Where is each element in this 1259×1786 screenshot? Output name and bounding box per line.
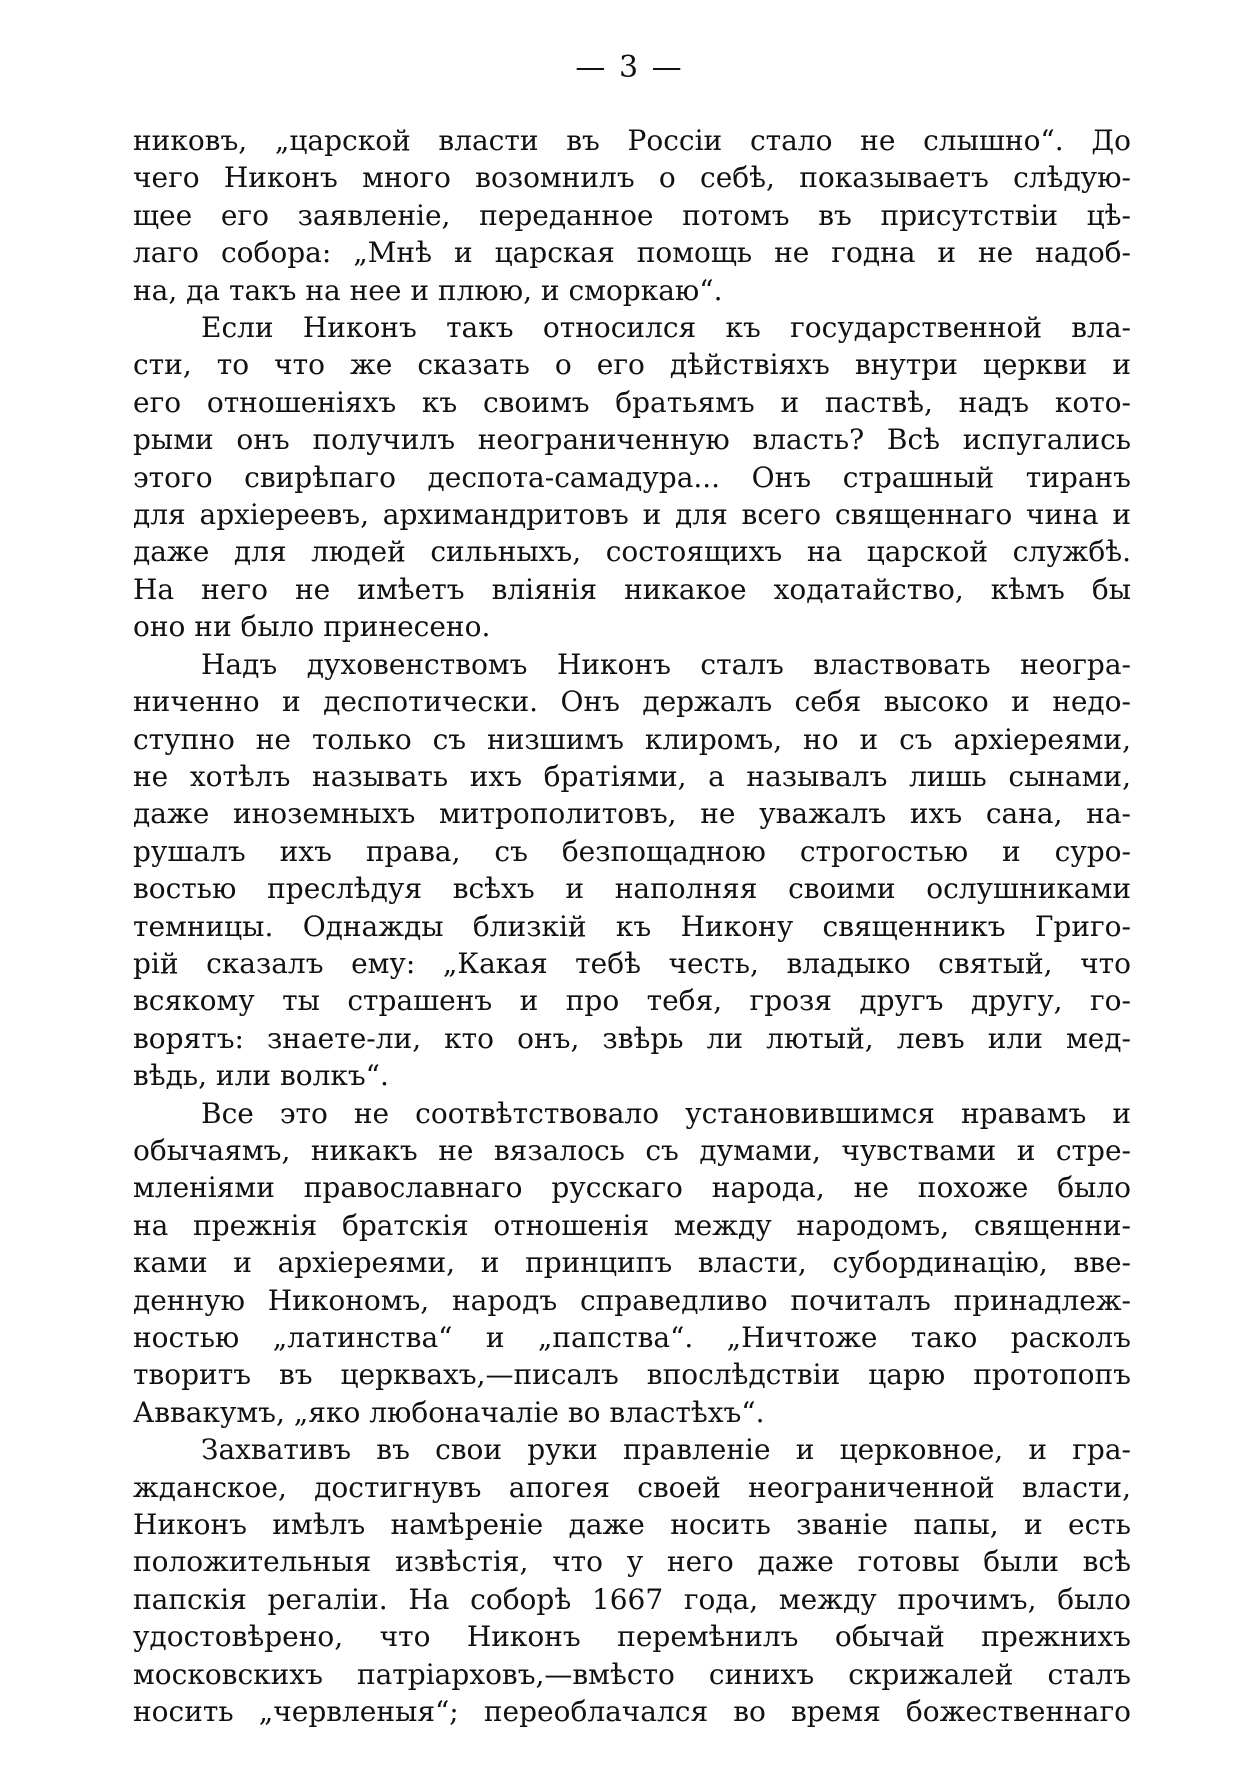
paragraph-1 (133, 122, 1131, 309)
text-line: даже иноземныхъ митрополитовъ, не уважалъ ихъ сана, на- (133, 797, 1131, 831)
text-line: его отношеніяхъ къ своимъ братьямъ и паствѣ, надъ кото- (133, 385, 1131, 419)
text-line: всякому ты страшенъ и про тебя, грозя другъ другу, го- (133, 984, 1131, 1018)
text-line: оно ни было принесено. (133, 610, 491, 644)
text-line: рій сказалъ ему: „Какая тебѣ честь, владыко святый, что (133, 946, 1131, 980)
paragraph-4 (133, 1095, 1131, 1432)
text-line: щее его заявленіе, переданное потомъ въ присутствіи цѣ- (133, 198, 1131, 232)
text-line: рушалъ ихъ права, съ безпощадною строгостью и суро- (133, 834, 1131, 868)
text-line: для архіереевъ, архимандритовъ и для всего священнаго чина и (133, 498, 1131, 532)
text-line: сти, то что же сказать о его дѣйствіяхъ внутри церкви и (133, 348, 1131, 382)
text-line: никовъ, „царской власти въ Россіи стало не слышно“. До (133, 124, 1131, 157)
text-line: творитъ въ церквахъ,—писалъ впослѣдствіи царю протопопъ (133, 1358, 1131, 1392)
text-line: Никонъ имѣлъ намѣреніе даже носить званіе папы, и есть (133, 1508, 1131, 1542)
text-line: вѣдь, или волкъ“. (133, 1059, 389, 1093)
text-line: мленіями православнаго русскаго народа, не похоже было (133, 1171, 1131, 1205)
text-line: темницы. Однажды близкій къ Никону священникъ Григо- (133, 909, 1131, 943)
text-line: носить „червленыя“; переоблачался во время божественнаго (133, 1695, 1131, 1729)
text-line: Захвативъ въ свои руки правленіе и церковное, и гра- (201, 1433, 1131, 1467)
text-line: рыми онъ получилъ неограниченную власть? Всѣ испугались (133, 423, 1131, 457)
text-line: обычаямъ, никакъ не вязалось съ думами, чувствами и стре- (133, 1133, 1131, 1167)
text-line: Все это не соотвѣтствовало установившимся нравамъ и (201, 1096, 1131, 1130)
text-line: удостовѣрено, что Никонъ перемѣнилъ обычай прежнихъ (133, 1620, 1131, 1654)
text-line: ностью „латинства“ и „папства“. „Ничтоже тако расколъ (133, 1321, 1131, 1354)
body-text (133, 122, 1131, 1730)
text-line: ступно не только съ низшимъ клиромъ, но и съ архіереями, (133, 722, 1131, 756)
text-line: на, да такъ на нее и плюю, и сморкаю“. (133, 273, 723, 307)
page-number: — 3 — (575, 50, 684, 85)
text-line: ками и архіереями, и принципъ власти, субординацію, вве- (133, 1246, 1131, 1280)
text-line: московскихъ патріарховъ,—вмѣсто синихъ скрижалей сталъ (133, 1657, 1131, 1691)
text-line: чего Никонъ много возомнилъ о себѣ, показываетъ слѣдую- (133, 161, 1131, 195)
text-line: жданское, достигнувъ апогея своей неограниченной власти, (133, 1470, 1131, 1504)
paragraph-5 (133, 1431, 1131, 1730)
text-line: На него не имѣетъ вліянія никакое ходатайство, кѣмъ бы (133, 572, 1131, 606)
text-line: денную Никономъ, народъ справедливо почиталъ принадлеж- (133, 1283, 1131, 1317)
text-line: не хотѣлъ называть ихъ братіями, а называлъ лишь сынами, (133, 759, 1131, 793)
paragraph-3 (133, 646, 1131, 1095)
text-line: ворятъ: знаете-ли, кто онъ, звѣрь ли лютый, левъ или мед- (133, 1021, 1131, 1055)
text-line: даже для людей сильныхъ, состоящихъ на царской службѣ. (133, 535, 1131, 569)
text-line: Надъ духовенствомъ Никонъ сталъ властвовать неогра- (201, 647, 1131, 681)
text-line: положительныя извѣстія, что у него даже готовы были всѣ (133, 1545, 1131, 1579)
text-line: Аввакумъ, „яко любоначаліе во властѣхъ“. (133, 1395, 765, 1429)
text-line: на прежнія братскія отношенія между народомъ, священни- (133, 1208, 1131, 1242)
text-line: папскія регаліи. На соборѣ 1667 года, между прочимъ, было (133, 1582, 1131, 1616)
text-line: Если Никонъ такъ относился къ государственной вла- (201, 311, 1131, 345)
paragraph-2 (133, 309, 1131, 646)
text-line: этого свирѣпаго деспота-самадура... Онъ страшный тиранъ (133, 460, 1131, 494)
text-line: востью преслѣдуя всѣхъ и наполняя своими ослушниками (133, 872, 1131, 906)
text-line: ниченно и деспотически. Онъ держалъ себя высоко и недо- (133, 685, 1131, 719)
text-line: лаго собора: „Мнѣ и царская помощь не годна и не надоб- (133, 236, 1131, 270)
